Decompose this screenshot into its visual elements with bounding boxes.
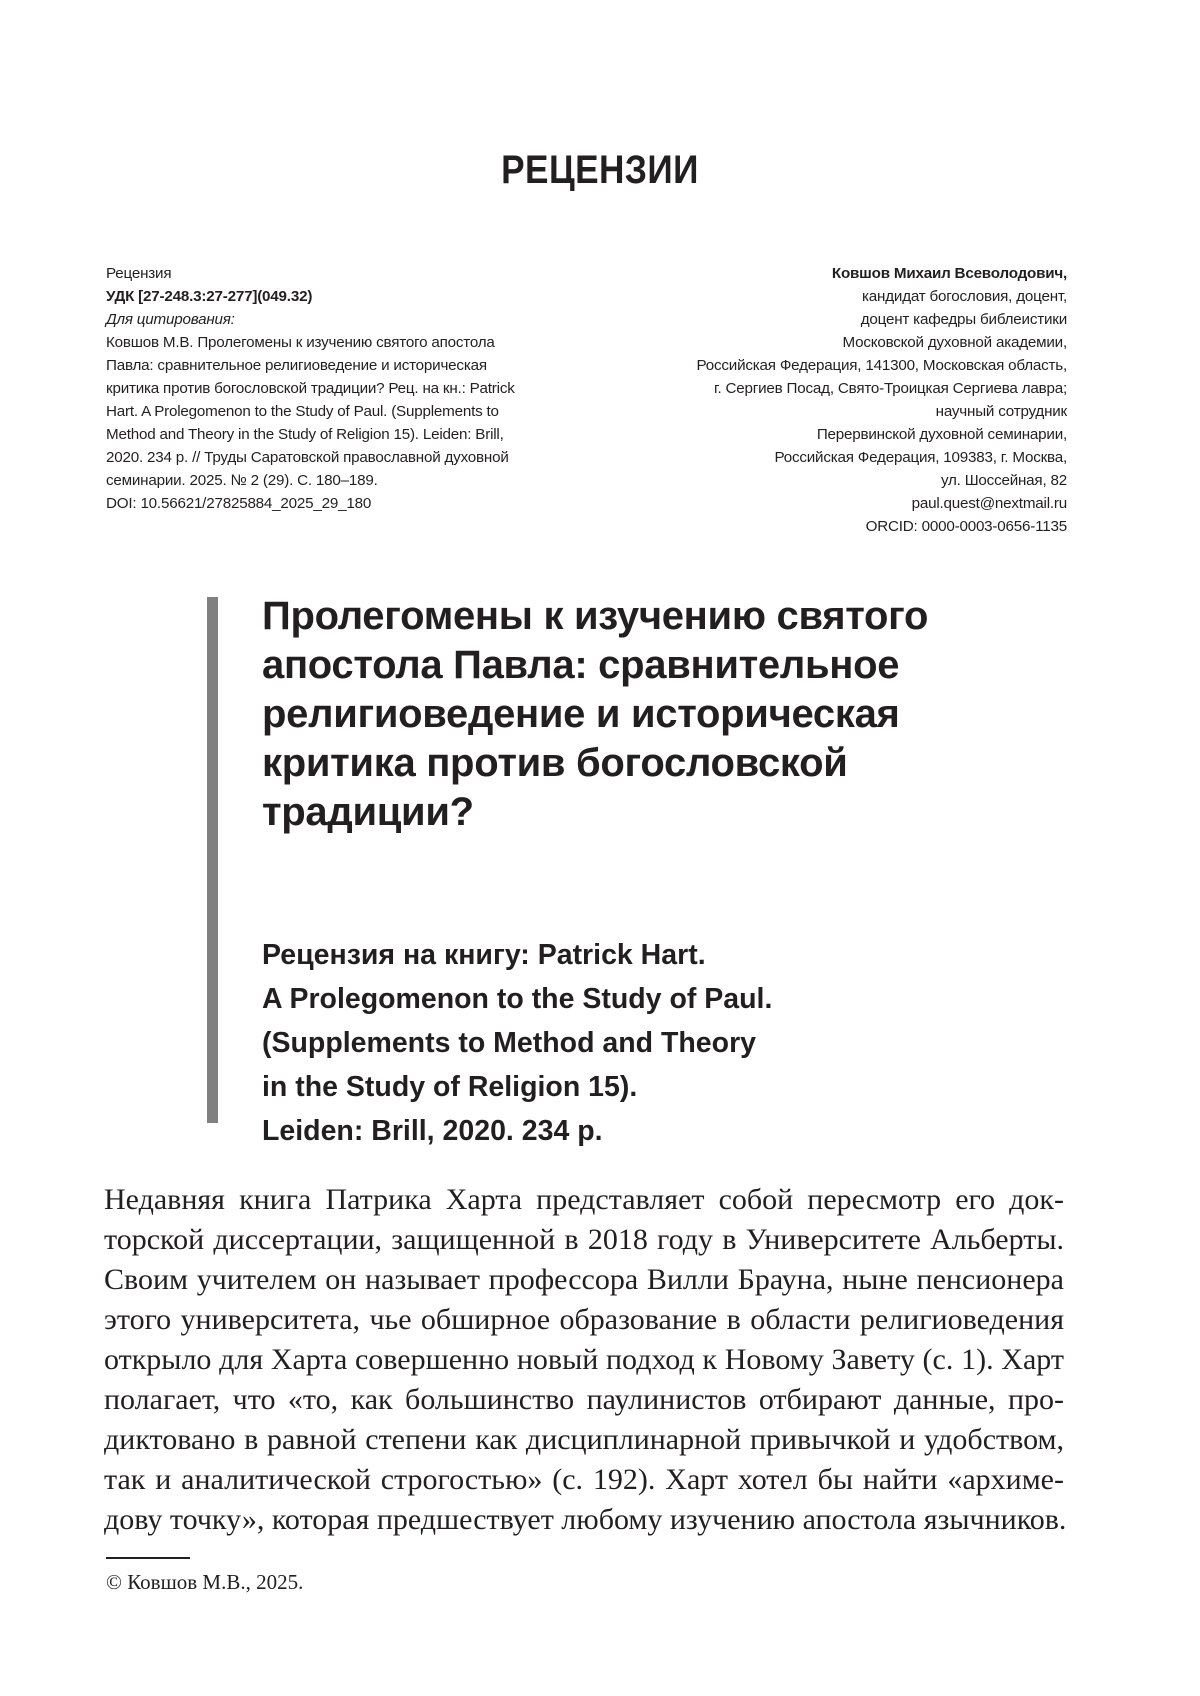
body-line: Своим учителем он называет профессора Вилли Брауна, ныне пенсионера [104,1263,1064,1296]
doi-link[interactable]: DOI: 10.56621/27825884_2025_29_180 [106,495,372,512]
citation-block [106,262,596,515]
title-line: религиоведение и историческая [262,692,900,736]
body-line: этого университета, чье обширное образование в области религиоведения [104,1303,1064,1336]
subtitle-line: in the Study of Religion 15). [262,1071,638,1103]
body-line: полагает, что «то, как большинство паулинистов отбирают данные, про- [104,1383,1064,1416]
author-info-line: кандидат богословия, доцент, [862,288,1067,305]
author-email-link[interactable]: paul.quest@nextmail.ru [911,495,1067,512]
review-subtitle [262,933,1122,1153]
author-info-line: ул. Шоссейная, 82 [940,472,1067,489]
footnote-divider [106,1557,190,1559]
author-info-line: Российская Федерация, 141300, Московская область, [696,357,1067,374]
subtitle-line: Рецензия на книгу: Patrick Hart. [262,939,706,971]
review-type: Рецензия [106,265,172,282]
udk-code: УДК [27-248.3:27-277](049.32) [106,288,313,305]
body-line: торской диссертации, защищенной в 2018 году в Университете Альберты. [104,1223,1064,1256]
title-block [262,592,1122,1153]
citation-line: критика против богословской традиции? Рец. на кн.: Patrick [106,380,515,397]
subtitle-line: Leiden: Brill, 2020. 234 p. [262,1115,603,1147]
title-line: критика против богословской [262,741,848,785]
body-line: дову точку», которая предшествует любому изучению апостола язычников. [104,1503,1067,1536]
author-orcid[interactable]: ORCID: 0000-0003-0656-1135 [865,518,1067,535]
article-title [262,592,1122,837]
citation-label: Для цитирования: [106,311,235,328]
body-line: так и аналитической строгостью» (с. 192). Харт хотел бы найти «архиме- [104,1463,1064,1496]
author-info-line: Московской духовной академии, [842,334,1067,351]
title-line: традиции? [262,790,474,834]
author-info-line: научный сотрудник [935,403,1067,420]
subtitle-line: A Prolegomenon to the Study of Paul. [262,983,773,1015]
section-heading: РЕЦЕНЗИИ [501,148,699,192]
citation-line: Method and Theory in the Study of Religion 15). Leiden: Brill, [106,426,504,443]
body-line: Недавняя книга Патрика Харта представляет собой пересмотр его док- [104,1183,1064,1216]
author-name: Ковшов Михаил Всеволодович, [831,265,1067,282]
citation-line: 2020. 234 p. // Труды Саратовской православной духовной [106,449,509,466]
title-line: апостола Павла: сравнительное [262,643,900,687]
citation-line: Ковшов М.В. Пролегомены к изучению святого апостола [106,334,495,351]
citation-line: семинарии. 2025. № 2 (29). С. 180–189. [106,472,378,489]
author-info-line: Российская Федерация, 109383, г. Москва, [774,449,1067,466]
body-line: диктовано в равной степени как дисциплинарной привычкой и удобством, [104,1423,1064,1456]
author-info-block [567,262,1067,538]
body-line: открыло для Харта совершенно новый подход к Новому Завету (с. 1). Харт [104,1343,1064,1376]
author-info-line: Перервинской духовной семинарии, [816,426,1067,443]
author-info-line: г. Сергиев Посад, Свято-Троицкая Сергиева лавра; [714,380,1067,397]
subtitle-line: (Supplements to Method and Theory [262,1027,757,1059]
title-accent-bar [207,597,218,1123]
citation-line: Hart. A Prolegomenon to the Study of Paul. (Supplements to [106,403,499,420]
citation-line: Павла: сравнительное религиоведение и историческая [106,357,487,374]
title-line: Пролегомены к изучению святого [262,594,929,638]
body-paragraph [104,1180,1067,1540]
author-info-line: доцент кафедры библеистики [860,311,1067,328]
copyright-note: © Ковшов М.В., 2025. [106,1570,304,1594]
